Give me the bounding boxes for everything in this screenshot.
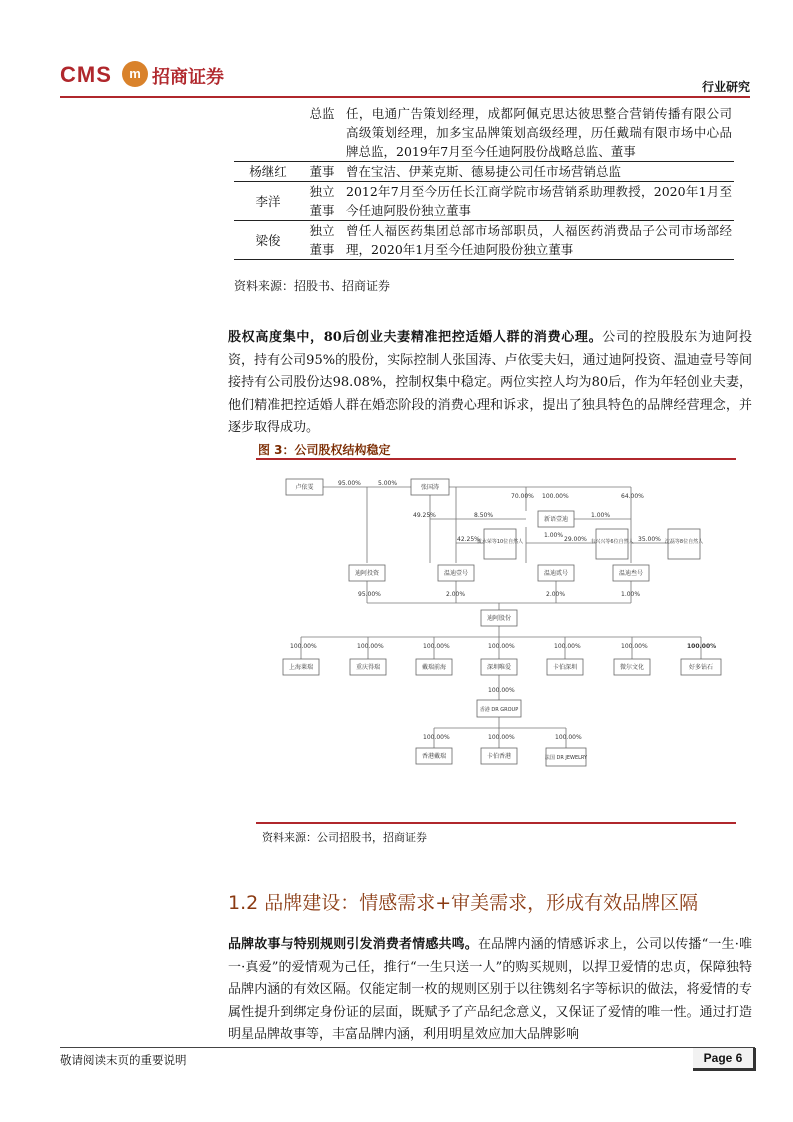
management-table — [234, 104, 734, 260]
paragraph-text: 公司的控股股东为迪阿投资，持有公司95%的股份，实际控制人张国涛、卢依雯夫妇，通过迪阿投资、温迪壹号等间接持有公司股份达98.08%，控制权集中稳定。两位实控人均为80后，作为年轻创业夫妻，他们精准把控适婚人群在婚恋阶段的消费心理和诉求，提出了独具特色的品牌经营理念，并逐步取得成功。 — [228, 330, 752, 435]
figure-title: 图 3：公司股权结构稳定 — [258, 443, 391, 457]
node-s3: 戴瑞前海 — [421, 664, 447, 671]
node-luyiwen: 卢依雯 — [295, 484, 314, 491]
ownership-structure-chart — [256, 463, 736, 818]
node-diatz: 迪阿投资 — [354, 570, 380, 577]
pct-label: 95.00% — [338, 480, 361, 487]
node-zhangguotao: 张国涛 — [420, 484, 440, 491]
body-paragraph-brand — [228, 934, 752, 1047]
pct-label: 49.25% — [413, 512, 436, 519]
node-s7: 微尔文化 — [619, 664, 645, 671]
table-source: 资料来源：招股书、招商证券 — [234, 279, 391, 293]
figure-bottom-rule — [256, 822, 736, 824]
person-name: 杨继红 — [249, 164, 287, 179]
paragraph-text: 在品牌内涵的情感诉求上，公司以传播“一生·唯一·真爱”的爱情观为己任，推行“一生只送一人”的购买规则，以捍卫爱情的忠贞，保障独特品牌内涵的有效区隔。仅能定制一枚的规则区别于以往镌刻名字等标识的做法，将爱情的专属性提升到绑定身份证的层面，既赋予了产品纪念意义，又保证了爱情的唯一性。通过打造明星品牌故事等，丰富品牌内涵，利用明星效应加大品牌影响 — [228, 937, 752, 1042]
person-name: 李洋 — [255, 193, 281, 209]
pct-label: 100.00% — [488, 687, 515, 694]
page-number: Page 6 — [693, 1048, 756, 1071]
footer-divider — [60, 1047, 755, 1048]
node-s8: 好多钻石 — [688, 664, 714, 671]
pct-label: 42.25% — [457, 536, 480, 543]
pct-label: 70.00% — [511, 493, 534, 500]
pct-label: 100.00% — [621, 643, 648, 650]
person-title: 独立董事 — [309, 184, 335, 218]
logo-chinese: 招商证券 — [152, 67, 224, 88]
node-s5: 卡伯深圳 — [552, 664, 578, 671]
header-divider — [60, 96, 750, 98]
pct-label: 100.00% — [555, 734, 582, 741]
pct-label: 100.00% — [290, 643, 317, 650]
pct-label: 2.00% — [546, 591, 566, 598]
pct-label: 8.50% — [474, 512, 494, 519]
node-huang: 黄水荣等10位自然人 — [476, 539, 524, 545]
node-wd3: 温迪叁号 — [618, 570, 644, 577]
footer-note: 敬请阅读末页的重要说明 — [60, 1053, 187, 1067]
pct-label: 5.00% — [378, 480, 398, 487]
person-desc: 2012年7月至今历任长江商学院市场营销系助理教授，2020年1月至今任迪阿股份独立董事 — [346, 184, 732, 218]
node-s4: 深圳唯爱 — [486, 664, 512, 671]
person-desc: 曾任人福医药集团总部市场部职员，人福医药消费品子公司市场部经理，2020年1月至今任迪阿股份独立董事 — [346, 223, 732, 257]
pct-label: 1.00% — [544, 532, 564, 539]
pct-label: 35.00% — [638, 536, 661, 543]
person-name — [234, 104, 302, 162]
table-row — [234, 104, 734, 162]
node-s1: 上海莱瑞 — [288, 664, 314, 671]
paragraph-lead: 品牌故事与特别规则引发消费者情感共鸣。 — [228, 937, 478, 952]
node-xinyu: 新语壹迪 — [543, 516, 569, 523]
pct-label: 100.00% — [554, 643, 581, 650]
table-row — [234, 182, 734, 221]
person-title: 董事 — [309, 164, 335, 179]
node-wd1: 温迪壹号 — [443, 570, 469, 577]
node-s2: 重庆得瑞 — [355, 664, 381, 671]
node-hk1: 香港戴瑞 — [421, 753, 447, 760]
section-label: 行业研究 — [701, 80, 750, 94]
paragraph-lead: 股权高度集中，80后创业夫妻精准把控适婚人群的消费心理。 — [228, 330, 603, 345]
node-hk3: 法国 DR JEWELRY — [544, 755, 588, 761]
node-hk: 香港 DR GROUP — [479, 707, 519, 713]
company-logo — [60, 60, 260, 94]
figure-source: 资料来源：公司招股书，招商证券 — [262, 831, 427, 844]
pct-label: 100.00% — [687, 643, 717, 650]
node-wd2: 温迪贰号 — [543, 570, 569, 577]
table-row — [234, 221, 734, 260]
pct-label: 1.00% — [621, 591, 641, 598]
body-paragraph-ownership — [228, 327, 752, 440]
pct-label: 95.00% — [358, 591, 381, 598]
person-name: 梁俊 — [255, 232, 281, 248]
person-desc: 任，电通广告策划经理，成都阿佩克思达彼思整合营销传播有限公司高级策划经理，加多宝品牌策划高级经理，历任戴瑞有限市场中心品牌总监，2019年7月至今任迪阿股份战略总监、董事 — [346, 106, 732, 159]
node-shen: 沈磊等8位自然人 — [664, 539, 704, 545]
pct-label: 100.00% — [423, 734, 450, 741]
ownership-diagram-svg — [256, 463, 736, 818]
person-title: 独立董事 — [309, 223, 335, 257]
pct-label: 100.00% — [542, 493, 569, 500]
person-desc: 曾在宝洁、伊莱克斯、德易捷公司任市场营销总监 — [346, 164, 622, 179]
pct-label: 100.00% — [488, 734, 515, 741]
node-weixing: 韦兴兴等6位自然人 — [590, 539, 634, 545]
pct-label: 100.00% — [357, 643, 384, 650]
pct-label: 29.00% — [564, 536, 587, 543]
pct-label: 64.00% — [621, 493, 644, 500]
node-hk2: 卡伯香港 — [486, 753, 512, 760]
table-row — [234, 162, 734, 182]
figure-top-rule — [256, 458, 736, 460]
pct-label: 2.00% — [446, 591, 466, 598]
node-dia: 迪阿股份 — [486, 615, 512, 622]
section-heading: 1.2 品牌建设：情感需求+审美需求，形成有效品牌区隔 — [228, 892, 699, 914]
pct-label: 1.00% — [591, 512, 611, 519]
person-title: 总监 — [309, 106, 335, 121]
pct-label: 100.00% — [488, 643, 515, 650]
logo-badge-icon: m — [122, 61, 148, 87]
pct-label: 100.00% — [423, 643, 450, 650]
logo-latin: CMS — [60, 62, 112, 87]
